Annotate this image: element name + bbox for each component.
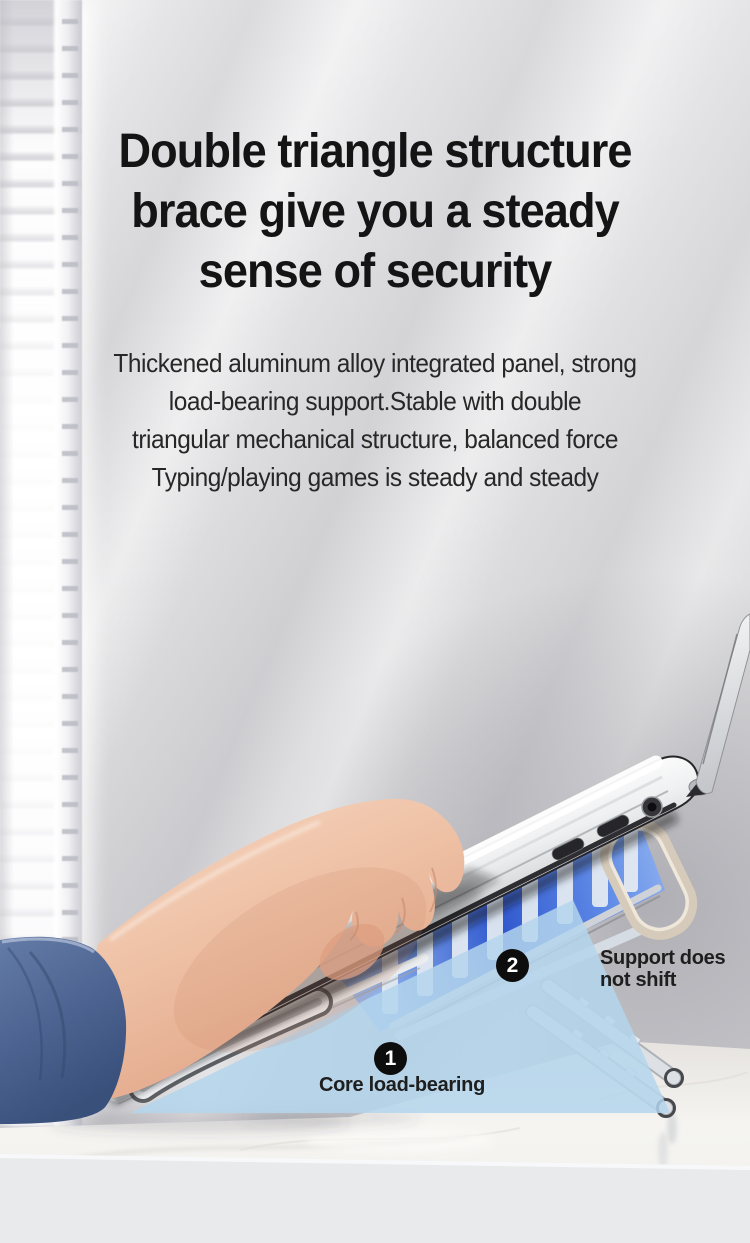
description-line: triangular mechanical structure, balanced force — [131, 424, 618, 454]
callout-label-core: Core load-bearing — [318, 1074, 486, 1096]
description-line: Typing/playing games is steady and steady — [151, 462, 599, 492]
headline-line: Double triangle structure — [118, 125, 632, 178]
desk-front-edge — [0, 1156, 750, 1243]
description-line: load-bearing support.Stable with double — [168, 386, 582, 416]
denim-sleeve — [0, 937, 126, 1124]
audio-port-hole — [648, 803, 657, 812]
callout-label-support: Support does not shift — [600, 947, 726, 991]
headline-line: brace give you a steady — [131, 185, 619, 238]
headline-line: sense of security — [198, 245, 552, 298]
callout-badge-2-icon: 2 — [496, 949, 529, 982]
laptop-screen — [696, 614, 750, 794]
description-line: Thickened aluminum alloy integrated panel, strong — [113, 348, 637, 378]
callout-badge-1-icon: 1 — [374, 1042, 407, 1075]
